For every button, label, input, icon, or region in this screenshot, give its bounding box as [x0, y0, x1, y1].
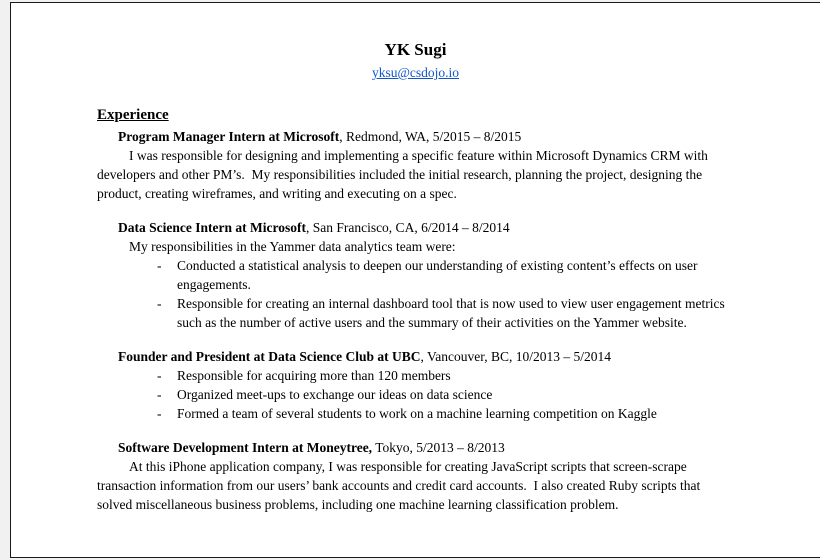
- bullet-text: Responsible for creating an internal dashboard tool that is now used to view user engagement metrics such as the number of active users and the summary of their activities on the Yammer website.: [177, 296, 729, 330]
- experience-entry: [97, 218, 734, 332]
- bullet-text: Organized meet-ups to exchange our ideas on data science: [177, 387, 493, 402]
- bullet-item: [157, 256, 734, 294]
- entry-meta: Tokyo, 5/2013 – 8/2013: [372, 440, 505, 455]
- bullet-text: Formed a team of several students to work on a machine learning competition on Kaggle: [177, 406, 657, 421]
- entry-title: Founder and President at Data Science Club at UBC: [118, 349, 421, 364]
- bullet-item: [157, 366, 734, 385]
- entry-bullets: [97, 366, 734, 423]
- bullet-text: Conducted a statistical analysis to deepen our understanding of existing content’s effects on user engagements.: [177, 258, 701, 292]
- experience-entry: [97, 347, 734, 423]
- experience-entry: [97, 438, 734, 514]
- entry-description: I was responsible for designing and implementing a specific feature within Microsoft Dynamics CRM with developers and other PM’s. My responsibilities included the initial research, planning the project, designing the product, creating wireframes, and writing and executing on a spec.: [97, 148, 712, 201]
- entry-title: Program Manager Intern at Microsoft: [118, 129, 340, 144]
- bullet-marker: -: [157, 387, 162, 402]
- entry-meta: , San Francisco, CA, 6/2014 – 8/2014: [305, 220, 510, 235]
- email-link[interactable]: yksu@csdojo.io: [371, 65, 460, 80]
- bullet-marker: -: [157, 368, 162, 383]
- bullet-item: [157, 385, 734, 404]
- entry-meta: , Redmond, WA, 5/2015 – 8/2015: [339, 129, 522, 144]
- resume-name: YK Sugi: [384, 40, 447, 59]
- entry-title: Data Science Intern at Microsoft: [118, 220, 306, 235]
- entry-bullets: [97, 256, 734, 332]
- entry-heading: [118, 218, 734, 237]
- bullet-marker: -: [157, 296, 162, 311]
- entry-heading: [118, 438, 734, 457]
- bullet-item: [157, 404, 734, 423]
- bullet-text: Responsible for acquiring more than 120 members: [177, 368, 451, 383]
- document-page: [10, 2, 820, 558]
- entry-heading: [118, 127, 734, 146]
- entry-meta: , Vancouver, BC, 10/2013 – 5/2014: [420, 349, 611, 364]
- entry-title: Software Development Intern at Moneytree,: [118, 440, 373, 455]
- email-line: [97, 63, 734, 82]
- entry-heading: [118, 347, 734, 366]
- entry-description: At this iPhone application company, I was responsible for creating JavaScript scripts that screen-scrape transaction information from our users’ bank accounts and credit card accounts. I also created Ruby scripts that solved miscellaneous business problems, including one machine learning classification problem.: [97, 459, 704, 512]
- resume-header: [97, 39, 734, 82]
- bullet-item: [157, 294, 734, 332]
- bullet-marker: -: [157, 406, 162, 421]
- section-heading-experience: Experience: [97, 107, 169, 123]
- entry-description: My responsibilities in the Yammer data analytics team were:: [129, 239, 456, 254]
- bullet-marker: -: [157, 258, 162, 273]
- experience-entry: [97, 127, 734, 203]
- experience-entries: [97, 127, 734, 514]
